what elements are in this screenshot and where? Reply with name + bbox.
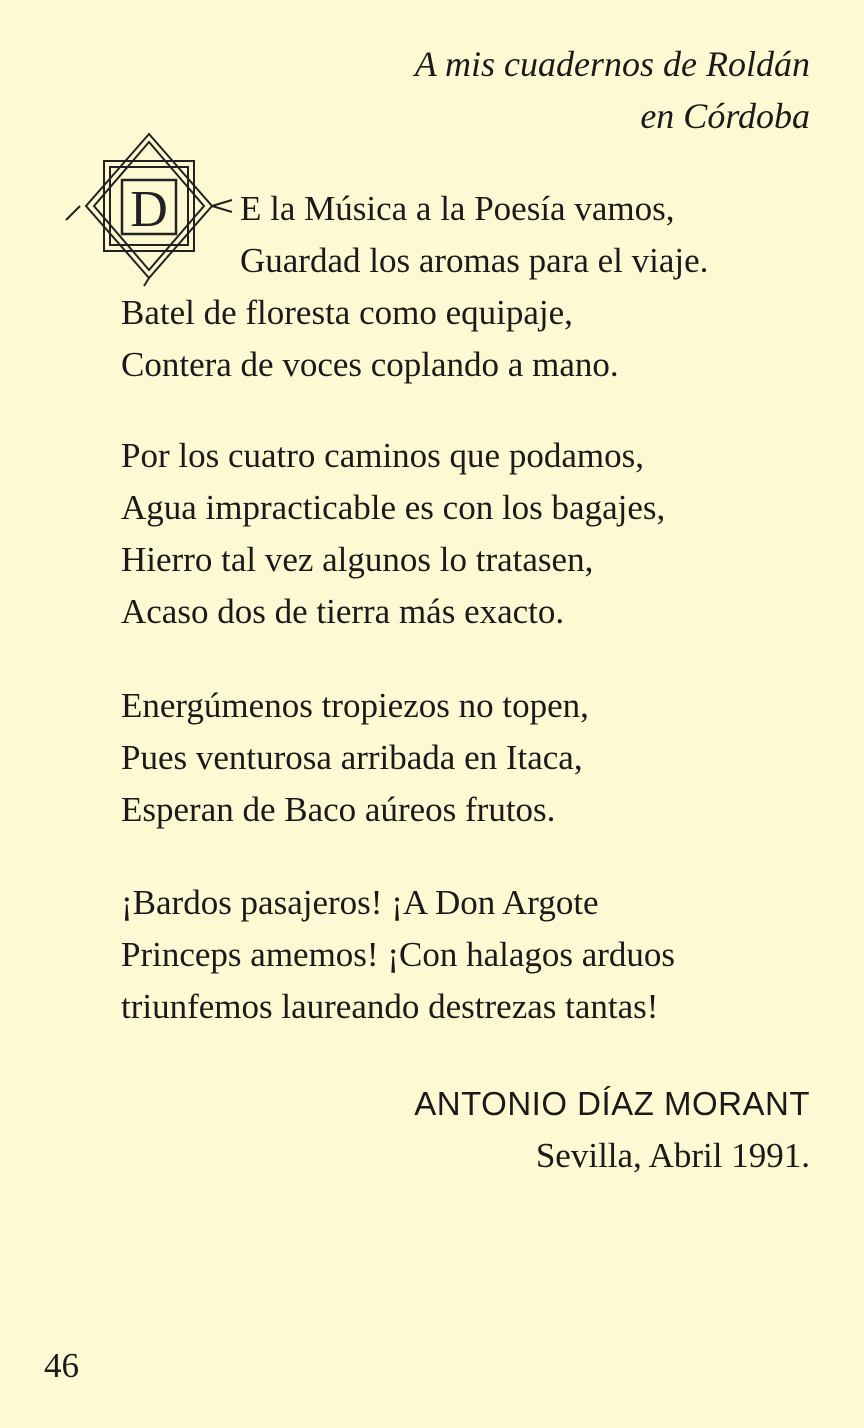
dedication-line-2: en Córdoba (640, 96, 810, 136)
stanza-3 (121, 680, 589, 836)
stanza-2 (121, 430, 665, 638)
drop-cap-letter: D (130, 181, 168, 238)
place-date: Sevilla, Abril 1991. (535, 1136, 810, 1175)
poem-line: Guardad los aromas para el viaje. (240, 241, 709, 280)
poem-line: triunfemos laureando destrezas tantas! (121, 987, 659, 1026)
stanza-4 (121, 877, 675, 1033)
stanza-1 (0, 183, 708, 391)
poem-line: E la Música a la Poesía vamos, (240, 189, 675, 228)
poem-line: Hierro tal vez algunos lo tratasen, (121, 540, 594, 579)
signature (414, 1078, 810, 1182)
dedication-line-1: A mis cuadernos de Roldán (414, 44, 810, 84)
poem-line: Esperan de Baco aúreos frutos. (121, 790, 556, 829)
poem-line: Pues venturosa arribada en Itaca, (121, 738, 583, 777)
page-number: 46 (44, 1346, 79, 1385)
poem-line: Contera de voces coplando a mano. (121, 345, 619, 384)
poem-line: ¡Bardos pasajeros! ¡A Don Argote (121, 883, 599, 922)
poem-line: Princeps amemos! ¡Con halagos arduos (121, 935, 676, 974)
author-name: ANTONIO DÍAZ MORANT (414, 1085, 810, 1122)
poem-line: Agua impracticable es con los bagajes, (121, 488, 666, 527)
poem-line: Acaso dos de tierra más exacto. (121, 592, 565, 631)
dedication (415, 38, 810, 142)
poem-line: Batel de floresta como equipaje, (121, 293, 573, 332)
poem-line: Por los cuatro caminos que podamos, (121, 436, 644, 475)
poem-line: Energúmenos tropiezos no topen, (121, 686, 589, 725)
